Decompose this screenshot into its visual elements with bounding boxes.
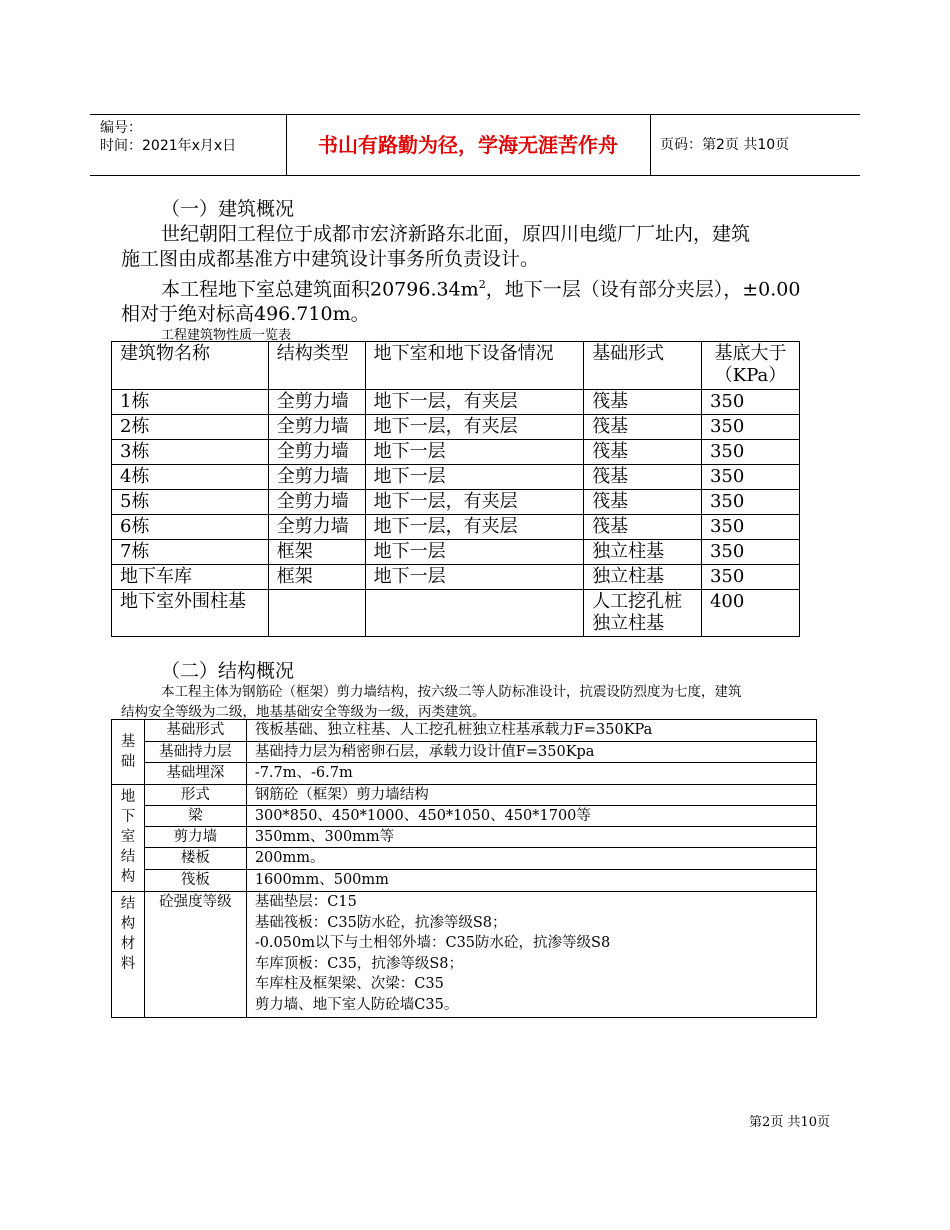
material-line: 基础垫层：C15: [254, 894, 357, 910]
table-row: [112, 390, 800, 415]
row-label: 剪力墙: [144, 827, 246, 848]
number-label: 编号：: [100, 120, 142, 136]
material-line: 剪力墙、地下室人防砼墙C35。: [254, 996, 459, 1013]
group-char: 结: [120, 896, 136, 912]
section2-para: [121, 682, 841, 722]
row-value: 200mm。: [246, 848, 816, 870]
table-row: [112, 827, 817, 848]
header-page-label: 页码：第2页 共10页: [660, 137, 790, 153]
cell: 筏基: [584, 415, 702, 440]
cell-line: 独立柱基: [592, 613, 665, 634]
cell: 筏基: [584, 465, 702, 490]
group-char: 地: [120, 789, 136, 805]
cell: 全剪力墙: [268, 390, 365, 415]
table-row: [112, 565, 800, 590]
cell: 全剪力墙: [268, 465, 365, 490]
group-char: 材: [120, 936, 136, 952]
cell: 350: [701, 490, 799, 515]
cell: 350: [701, 565, 799, 590]
section2-heading: （二）结构概况: [161, 660, 295, 682]
group-char: 料: [120, 956, 136, 972]
table-row: [112, 848, 817, 870]
cell: 筏基: [584, 390, 702, 415]
cell: 350: [701, 390, 799, 415]
cell: 7栋: [112, 540, 269, 565]
cell: 框架: [268, 565, 365, 590]
row-label: 基础形式: [144, 720, 246, 742]
cell-line: 人工挖孔桩: [592, 591, 683, 612]
table-row: [112, 892, 817, 1018]
cell: 地下一层，有夹层: [365, 515, 584, 540]
page-header: [90, 114, 860, 176]
group-char: 下: [120, 809, 136, 825]
cell: 全剪力墙: [268, 440, 365, 465]
group-char: 室: [120, 829, 136, 845]
section1-para1: [121, 222, 841, 272]
para2-line2: 相对于绝对标高496.710m。: [121, 303, 370, 326]
row-value: 1600mm、500mm: [246, 870, 816, 892]
group-char: 构: [120, 916, 136, 932]
cell: 350: [701, 465, 799, 490]
time-label: 时间：2021年x月x日: [100, 138, 237, 154]
cell: 地下一层，有夹层: [365, 390, 584, 415]
cell: 5栋: [112, 490, 269, 515]
cell: 3栋: [112, 440, 269, 465]
row-label: 砼强度等级: [144, 892, 246, 1018]
header-cell: 结构类型: [268, 342, 365, 390]
cell: 地下室外围柱基: [112, 590, 269, 637]
cell: 400: [701, 590, 799, 637]
table-row: [112, 785, 817, 806]
header-cell: 建筑物名称: [112, 342, 269, 390]
table-row: [112, 590, 800, 637]
section1-heading: （一）建筑概况: [161, 198, 295, 220]
cell: 地下一层: [365, 540, 584, 565]
para2-line1-post: ，地下一层（设有部分夹层），±0.00: [485, 278, 801, 301]
cell: 全剪力墙: [268, 415, 365, 440]
header-divider: [650, 115, 651, 175]
superscript-2: 2: [478, 278, 486, 291]
cell: 筏基: [584, 515, 702, 540]
cell: 2栋: [112, 415, 269, 440]
row-label: 基础埋深: [144, 763, 246, 785]
section1-para2: [121, 272, 841, 327]
building-table: [111, 341, 800, 637]
cell: 地下一层: [365, 440, 584, 465]
group-char: 基: [120, 734, 136, 750]
row-label: 筏板: [144, 870, 246, 892]
cell: 地下车库: [112, 565, 269, 590]
cell: [268, 590, 365, 637]
cell: 地下一层: [365, 565, 584, 590]
group-char: 结: [120, 849, 136, 865]
para1-line1: 世纪朝阳工程位于成都市宏济新路东北面，原四川电缆厂厂址内，建筑: [161, 223, 751, 245]
material-line: 车库顶板：C35，抗渗等级S8；: [254, 955, 464, 972]
row-value: 基础持力层为稍密卵石层，承载力设计值F=350Kpa: [246, 742, 816, 763]
table-row: [112, 742, 817, 763]
cell: 350: [701, 440, 799, 465]
cell: 框架: [268, 540, 365, 565]
material-line: -0.050m以下与土相邻外墙：C35防水砼，抗渗等级S8: [254, 935, 611, 951]
cell: 独立柱基: [584, 565, 702, 590]
cell: [584, 590, 702, 637]
group-foundation: [112, 720, 145, 785]
table1-caption: 工程建筑物性质一览表: [161, 328, 292, 343]
table-row: [112, 440, 800, 465]
header-cell-line2: （KPa）: [714, 365, 787, 386]
cell: 全剪力墙: [268, 515, 365, 540]
row-value: -7.7m、-6.7m: [246, 763, 816, 785]
header-cell-line1: 基底大于: [714, 343, 787, 364]
table-header-row: [112, 342, 800, 390]
table-row: [112, 540, 800, 565]
table-row: [112, 806, 817, 827]
row-value: 钢筋砼（框架）剪力墙结构: [246, 785, 816, 806]
cell: 350: [701, 415, 799, 440]
row-label: 梁: [144, 806, 246, 827]
header-motto: 书山有路勤为径，学海无涯苦作舟: [318, 133, 618, 157]
section2-para-line1: 本工程主体为钢筋砼（框架）剪力墙结构，按六级二等人防标准设计，抗震设防烈度为七度，建筑: [161, 684, 742, 700]
cell: 1栋: [112, 390, 269, 415]
para2-line1: [121, 272, 841, 302]
para1-line2: 施工图由成都基准方中建筑设计事务所负责设计。: [121, 248, 540, 270]
cell: 4栋: [112, 465, 269, 490]
table-row: [112, 720, 817, 742]
header-meta: [100, 119, 236, 155]
page-footer: 第2页 共10页: [749, 1115, 830, 1130]
cell: 全剪力墙: [268, 490, 365, 515]
cell: [365, 590, 584, 637]
group-basement: [112, 785, 145, 892]
row-label: 基础持力层: [144, 742, 246, 763]
row-value: 350mm、300mm等: [246, 827, 816, 848]
material-line: 基础筏板：C35防水砼，抗渗等级S8；: [254, 914, 507, 931]
row-value: 300*850、450*1000、450*1050、450*1700等: [246, 806, 816, 827]
cell: 筏基: [584, 440, 702, 465]
group-material: [112, 892, 145, 1018]
cell: 地下一层: [365, 465, 584, 490]
row-value: 筏板基础、独立柱基、人工挖孔桩独立柱基承载力F=350KPa: [246, 720, 816, 742]
cell: 350: [701, 515, 799, 540]
group-char: 础: [120, 754, 136, 770]
para2-line1-pre: 本工程地下室总建筑面积20796.34m: [161, 278, 479, 301]
group-char: 构: [120, 869, 136, 885]
table-row: [112, 870, 817, 892]
table-row: [112, 415, 800, 440]
cell: 6栋: [112, 515, 269, 540]
cell: 地下一层，有夹层: [365, 490, 584, 515]
table-row: [112, 515, 800, 540]
section2-para-line2: 结构安全等级为二级，地基基础安全等级为一级，丙类建筑。: [121, 704, 486, 720]
cell: 地下一层，有夹层: [365, 415, 584, 440]
cell: 独立柱基: [584, 540, 702, 565]
header-cell: [701, 342, 799, 390]
table-row: [112, 490, 800, 515]
material-list: [246, 892, 816, 1018]
cell: 350: [701, 540, 799, 565]
table-row: [112, 465, 800, 490]
header-cell: 基础形式: [584, 342, 702, 390]
row-label: 楼板: [144, 848, 246, 870]
header-cell: 地下室和地下设备情况: [365, 342, 584, 390]
cell: 筏基: [584, 490, 702, 515]
row-label: 形式: [144, 785, 246, 806]
table-row: [112, 763, 817, 785]
material-line: 车库柱及框架梁、次梁：C35: [254, 976, 444, 992]
structure-table: [111, 719, 817, 1018]
